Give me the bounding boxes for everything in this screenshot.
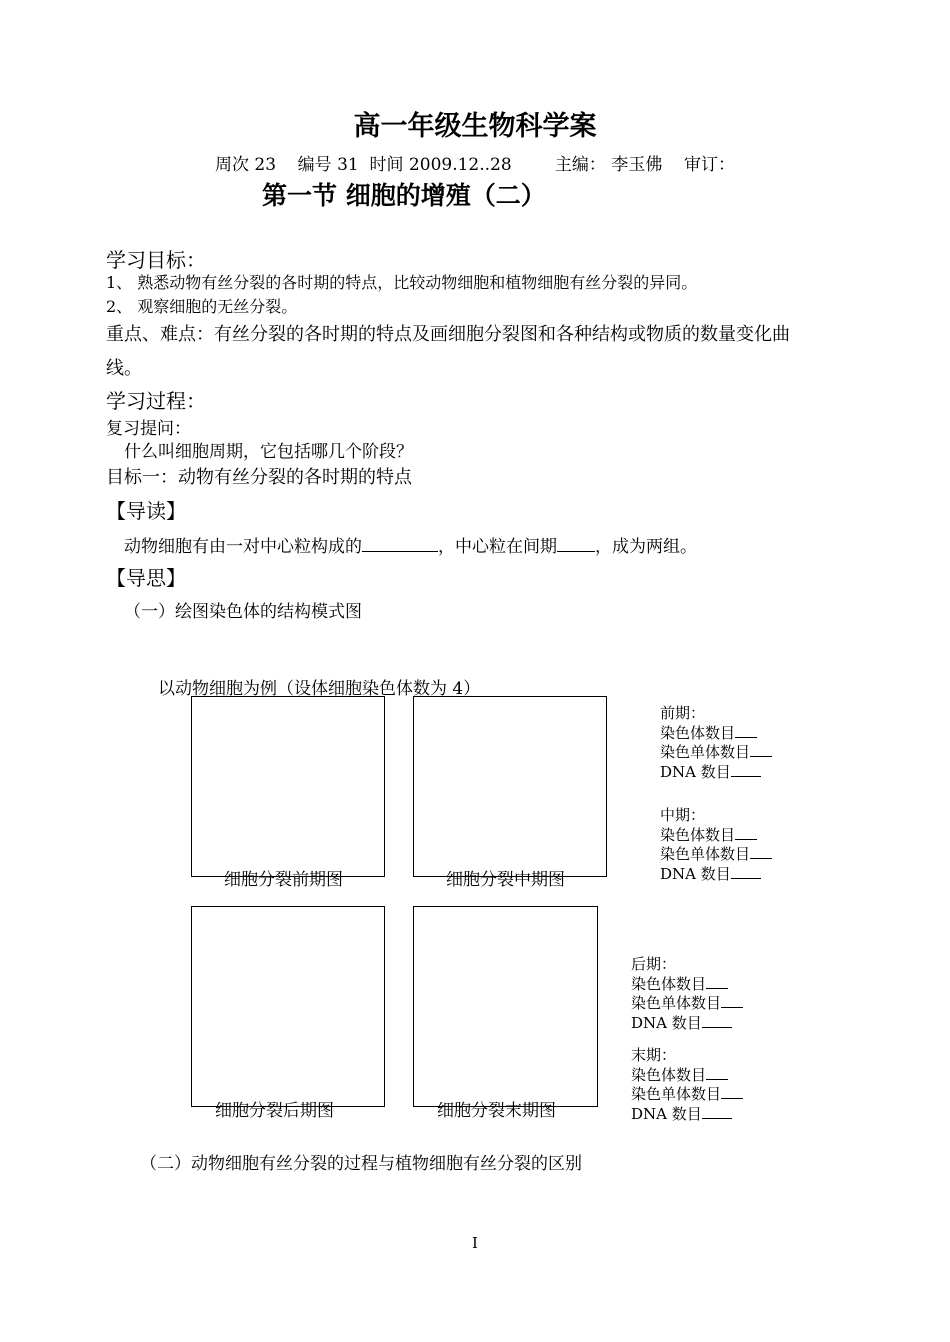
chromosome-count-label: 染色体数目 (660, 723, 736, 742)
chromatid-count-label: 染色单体数目 (660, 845, 751, 863)
meta-reviewer: 审订： (683, 155, 735, 175)
telophase-drawing-box[interactable] (413, 906, 598, 1107)
dna-count-blank[interactable] (731, 866, 761, 879)
stage-prophase (660, 704, 772, 782)
dna-count-label: DNA 数目 (660, 864, 731, 883)
dna-count-blank[interactable] (702, 1015, 732, 1028)
guide-read-part-1: 动物细胞有由一对中心粒构成的 (124, 537, 362, 557)
stage-anaphase (631, 955, 743, 1033)
dna-count-label: DNA 数目 (631, 1013, 702, 1032)
dna-count-label: DNA 数目 (631, 1104, 702, 1123)
key-points-line-1: 重点、难点：有丝分裂的各时期的特点及画细胞分裂图和各种结构或物质的数量变化曲 (106, 324, 790, 345)
guide-read-part-2: ，中心粒在间期 (438, 537, 557, 557)
chromatid-count-label: 染色单体数目 (631, 1085, 722, 1103)
chromatid-count-label: 染色单体数目 (631, 994, 722, 1012)
guide-read-part-3: ，成为两组。 (595, 537, 697, 557)
chromosome-count-blank[interactable] (735, 725, 757, 738)
objective-item-1: 1、 熟悉动物有丝分裂的各时期的特点，比较动物细胞和植物细胞有丝分裂的异同。 (106, 273, 698, 292)
guide-read-text (124, 532, 697, 557)
stage-name: 后期： (631, 955, 677, 973)
chromatid-count-blank[interactable] (721, 995, 743, 1008)
meta-week: 周次 23 (215, 155, 277, 175)
dna-count-label: DNA 数目 (660, 762, 731, 781)
chromosome-count-blank[interactable] (735, 827, 757, 840)
chromosome-count-label: 染色体数目 (660, 825, 736, 844)
page-title: 高一年级生物科学案 (353, 111, 597, 142)
metaphase-caption: 细胞分裂中期图 (446, 870, 565, 890)
metaphase-drawing-box[interactable] (413, 696, 607, 877)
telophase-caption: 细胞分裂末期图 (437, 1101, 556, 1121)
sub-section-1: （一）绘图染色体的结构模式图 (124, 602, 362, 622)
guide-think-heading: 【导思】 (106, 566, 186, 590)
sub-section-2: （二）动物细胞有丝分裂的过程与植物细胞有丝分裂的区别 (140, 1154, 582, 1174)
guide-read-heading: 【导读】 (106, 499, 186, 523)
objectives-heading: 学习目标： (106, 248, 206, 272)
stage-telophase (631, 1046, 743, 1124)
diagram-example-note: 以动物细胞为例（设体细胞染色体数为 4） (158, 679, 481, 699)
chapter-title: 第一节 细胞的增殖（二） (262, 181, 546, 210)
chromosome-count-blank[interactable] (706, 1067, 728, 1080)
fill-blank-1[interactable] (362, 537, 438, 552)
stage-name: 中期： (660, 806, 706, 824)
objective-item-2: 2、 观察细胞的无丝分裂。 (106, 297, 298, 316)
review-question: 什么叫细胞周期，它包括哪几个阶段？ (124, 442, 413, 462)
meta-time: 时间 2009.12..28 (369, 155, 512, 175)
chromatid-count-blank[interactable] (721, 1086, 743, 1099)
fill-blank-2[interactable] (557, 537, 595, 552)
meta-number: 编号 31 (297, 155, 359, 175)
prophase-caption: 细胞分裂前期图 (224, 870, 343, 890)
document-meta (215, 150, 735, 175)
chromatid-count-blank[interactable] (750, 846, 772, 859)
anaphase-caption: 细胞分裂后期图 (215, 1101, 334, 1121)
chromosome-count-blank[interactable] (706, 976, 728, 989)
review-heading: 复习提问： (106, 419, 191, 439)
stage-name: 前期： (660, 704, 706, 722)
chromosome-count-label: 染色体数目 (631, 974, 707, 993)
chromatid-count-blank[interactable] (750, 744, 772, 757)
goal-one: 目标一：动物有丝分裂的各时期的特点 (106, 467, 412, 488)
chromosome-count-label: 染色体数目 (631, 1065, 707, 1084)
chromatid-count-label: 染色单体数目 (660, 743, 751, 761)
meta-editor: 主编： 李玉佛 (554, 155, 663, 175)
dna-count-blank[interactable] (731, 764, 761, 777)
stage-name: 末期： (631, 1046, 677, 1064)
process-heading: 学习过程： (106, 389, 206, 413)
stage-metaphase (660, 806, 772, 884)
prophase-drawing-box[interactable] (191, 696, 385, 877)
dna-count-blank[interactable] (702, 1106, 732, 1119)
page-number: I (472, 1234, 478, 1252)
key-points-line-2: 线。 (106, 358, 142, 379)
anaphase-drawing-box[interactable] (191, 906, 385, 1107)
